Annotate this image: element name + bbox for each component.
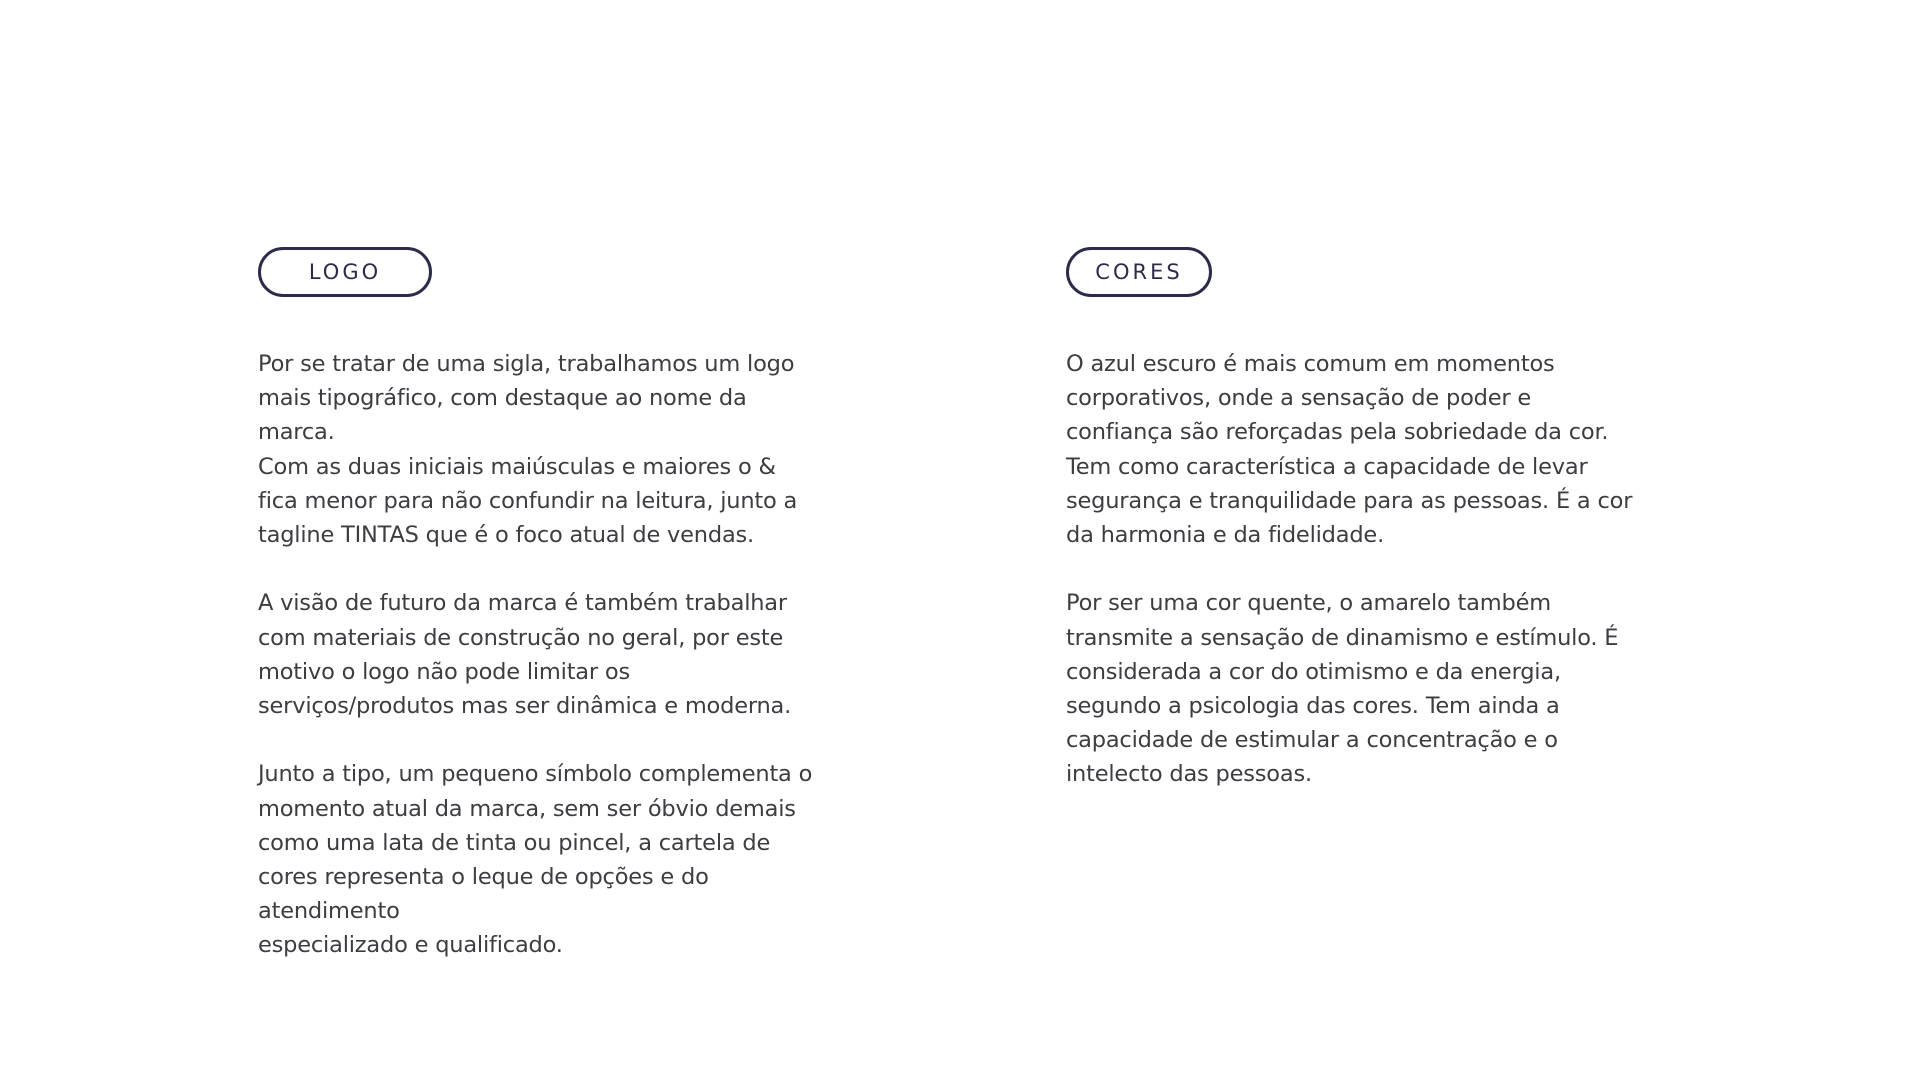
text-line: atendimento — [258, 898, 400, 925]
text-line: tagline TINTAS que é o foco atual de vendas. — [258, 522, 755, 549]
text-line: confiança são reforçadas pela sobriedade da cor. — [1066, 419, 1609, 446]
logo-paragraph-2 — [258, 586, 868, 723]
text-line: segundo a psicologia das cores. Tem ainda a — [1066, 693, 1560, 720]
logo-paragraph-3 — [258, 757, 868, 962]
text-line: Junto a tipo, um pequeno símbolo complementa o — [258, 761, 813, 788]
text-line: da harmonia e da fidelidade. — [1066, 522, 1385, 549]
text-line: O azul escuro é mais comum em momentos — [1066, 351, 1555, 377]
text-line: Por se tratar de uma sigla, trabalhamos um logo — [258, 351, 795, 377]
text-line: segurança e tranquilidade para as pessoas. É a cor — [1066, 487, 1633, 514]
text-line: Com as duas iniciais maiúsculas e maiores o & — [258, 453, 776, 480]
cores-label-pill: CORES — [1066, 247, 1212, 297]
text-line: cores representa o leque de opções e do — [258, 864, 709, 891]
text-line: fica menor para não confundir na leitura, junto a — [258, 487, 798, 514]
cores-paragraph-2 — [1066, 586, 1686, 791]
text-line: capacidade de estimular a concentração e o — [1066, 727, 1558, 754]
cores-paragraph-1 — [1066, 347, 1686, 552]
text-line: com materiais de construção no geral, por este — [258, 624, 784, 651]
logo-section — [258, 247, 868, 963]
text-line: corporativos, onde a sensação de poder e — [1066, 385, 1532, 412]
cores-section — [1066, 247, 1686, 792]
text-line: A visão de futuro da marca é também trabalhar — [258, 590, 787, 617]
text-line: intelecto das pessoas. — [1066, 761, 1312, 788]
text-line: especializado e qualificado. — [258, 932, 563, 959]
text-line: serviços/produtos mas ser dinâmica e moderna. — [258, 693, 792, 720]
text-line: transmite a sensação de dinamismo e estímulo. É — [1066, 624, 1619, 651]
logo-paragraph-1 — [258, 347, 868, 552]
text-line: considerada a cor do otimismo e da energia, — [1066, 658, 1561, 685]
text-line: mais tipográfico, com destaque ao nome da — [258, 385, 747, 412]
text-line: marca. — [258, 419, 335, 446]
logo-text-block — [258, 347, 868, 963]
logo-label-pill: LOGO — [258, 247, 432, 297]
cores-text-block — [1066, 347, 1686, 792]
text-line: motivo o logo não pode limitar os — [258, 658, 630, 685]
text-line: Por ser uma cor quente, o amarelo também — [1066, 590, 1551, 617]
text-line: Tem como característica a capacidade de levar — [1066, 453, 1588, 480]
text-line: momento atual da marca, sem ser óbvio demais — [258, 795, 796, 822]
text-line: como uma lata de tinta ou pincel, a cartela de — [258, 829, 771, 856]
